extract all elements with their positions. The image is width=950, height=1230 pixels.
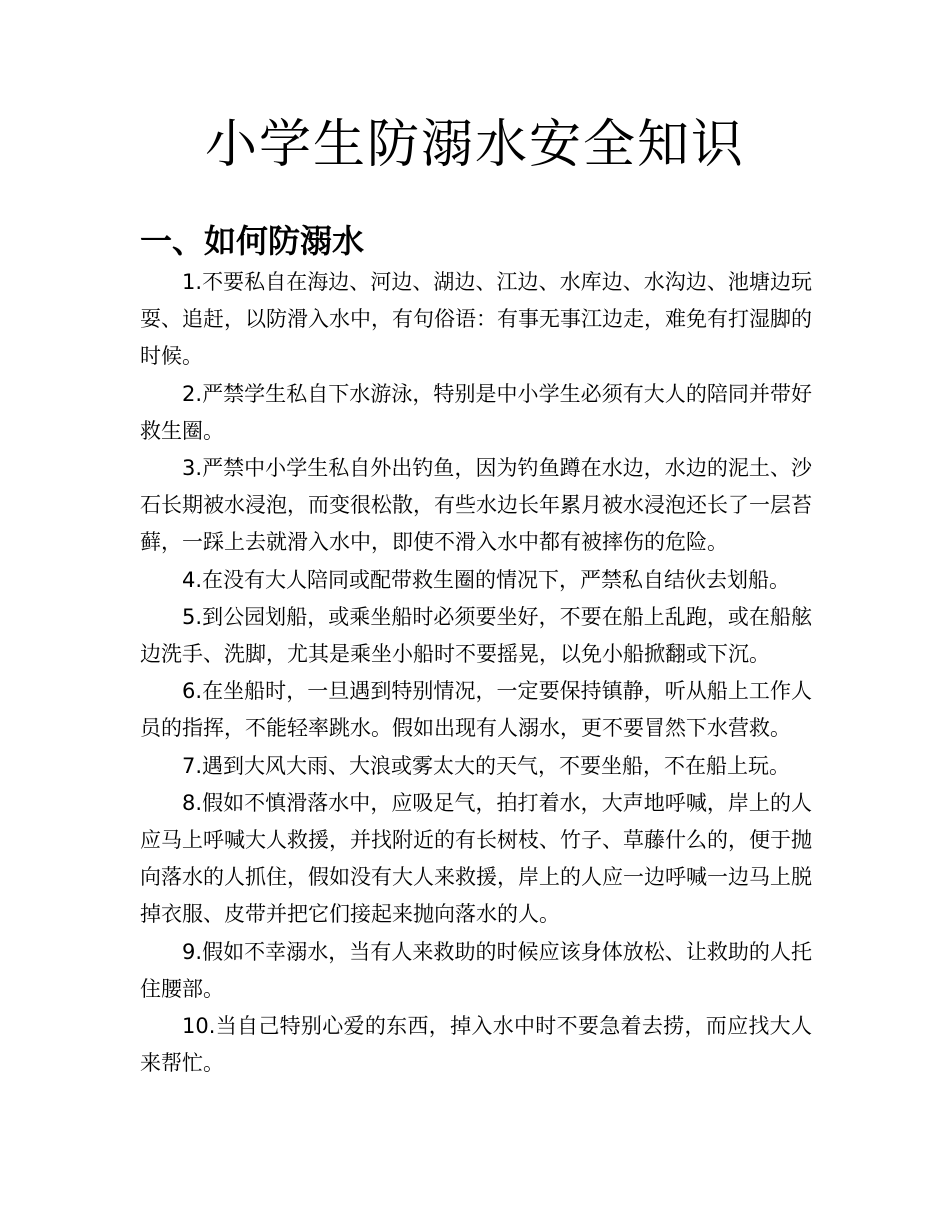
paragraph-7: 7.遇到大风大雨、大浪或雾太大的天气，不要坐船，不在船上玩。 xyxy=(182,753,791,778)
paragraph-5: 5.到公园划船，或乘坐船时必须要坐好，不要在船上乱跑，或在船舷边洗手、洗脚，尤其是乘坐小船时不要摇晃，以免小船掀翻或下沉。 xyxy=(140,604,812,667)
paragraph-1: 1.不要私自在海边、河边、湖边、江边、水库边、水沟边、池塘边玩耍、追赶，以防滑入水中，有句俗语：有事无事江边走，难免有打湿脚的时候。 xyxy=(140,270,812,369)
paragraph-6: 6.在坐船时，一旦遇到特别情况，一定要保持镇静，听从船上工作人员的指挥，不能轻率跳水。假如出现有人溺水，更不要冒然下水营救。 xyxy=(140,679,812,741)
paragraph-9: 9.假如不幸溺水，当有人来救助的时候应该身体放松、让救助的人托住腰部。 xyxy=(140,939,812,1001)
paragraph-10: 10.当自己特别心爱的东西，掉入水中时不要急着去捞，而应找大人来帮忙。 xyxy=(140,1014,812,1076)
paragraph-3: 3.严禁中小学生私自外出钓鱼，因为钓鱼蹲在水边，水边的泥土、沙石长期被水浸泡，而变很松散，有些水边长年累月被水浸泡还长了一层苔藓，一踩上去就滑入水中，即使不滑入水中都有被摔伤的危险。 xyxy=(140,456,812,555)
paragraph-8: 8.假如不慎滑落水中，应吸足气，拍打着水，大声地呼喊，岸上的人应马上呼喊大人救援，并找附近的有长树枝、竹子、草藤什么的，便于抛向落水的人抓住，假如没有大人来救援，岸上的人应一边呼喊一边马上脱掉衣服、皮带并把它们接起来抛向落水的人。 xyxy=(140,790,812,927)
paragraph-4: 4.在没有大人陪同或配带救生圈的情况下，严禁私自结伙去划船。 xyxy=(182,567,791,592)
paragraph-2: 2.严禁学生私自下水游泳，特别是中小学生必须有大人的陪同并带好救生圈。 xyxy=(140,381,812,443)
section-heading: 一、如何防溺水 xyxy=(140,222,365,260)
body-text xyxy=(140,264,812,1082)
page-title: 小学生防溺水安全知识 xyxy=(204,115,745,175)
